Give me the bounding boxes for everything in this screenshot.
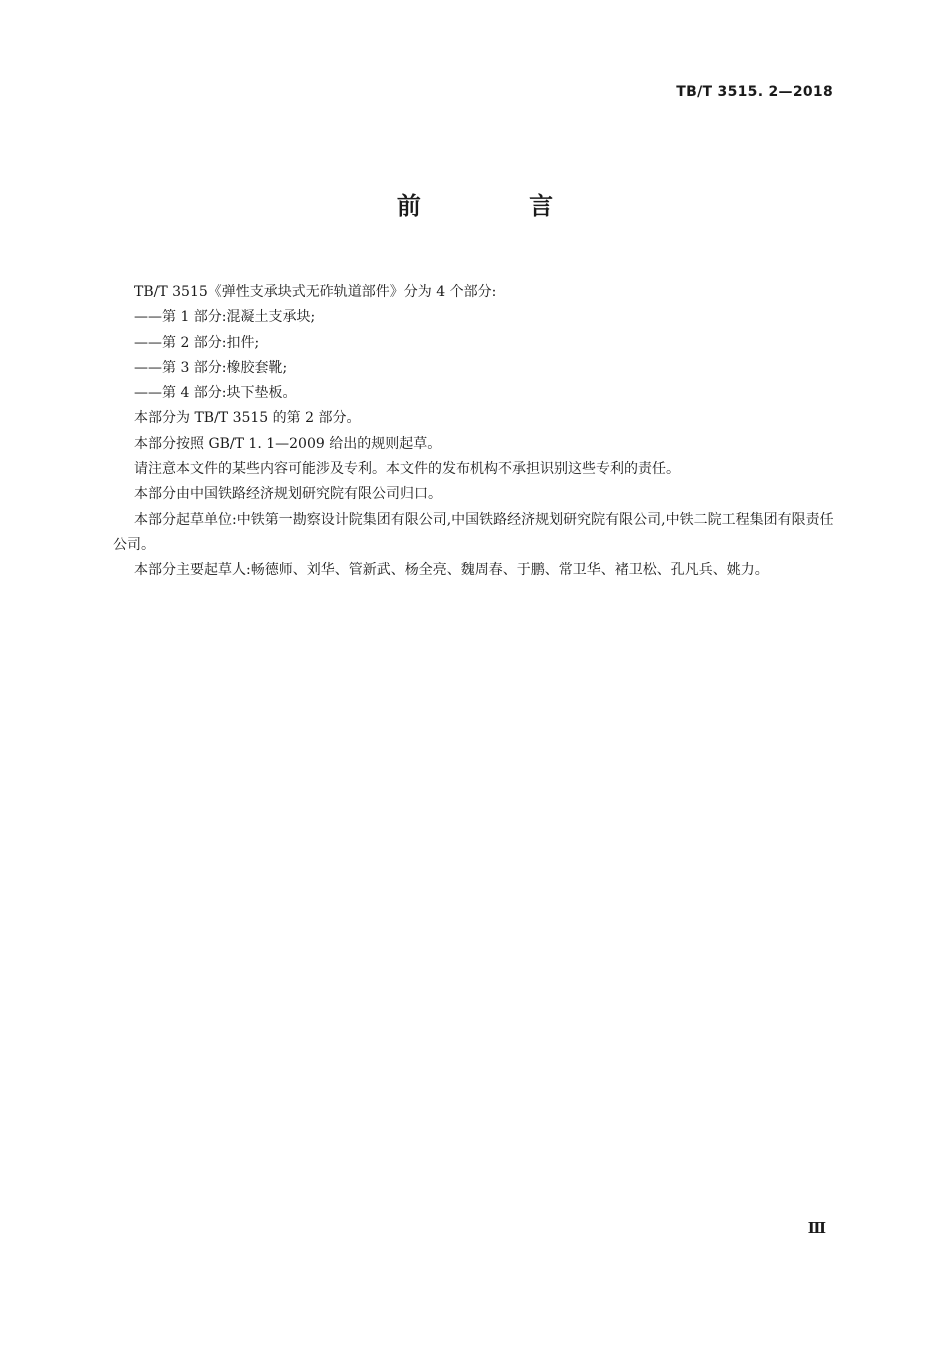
paragraph-drafting-rules: 本部分按照 GB/T 1. 1—2009 给出的规则起草。 xyxy=(134,435,442,452)
page-number: Ⅲ xyxy=(807,1219,826,1237)
paragraph-drafting-units: 本部分起草单位:中铁第一勘察设计院集团有限公司,中国铁路经济规划研究院有限公司,中铁二院工程集团有限责任公司。 xyxy=(113,511,834,553)
list-item-part-4: ——第 4 部分:块下垫板。 xyxy=(134,385,297,402)
foreword-body xyxy=(113,280,845,584)
page-title: 前 言 xyxy=(396,192,604,220)
paragraph-patent-notice: 请注意本文件的某些内容可能涉及专利。本文件的发布机构不承担识别这些专利的责任。 xyxy=(134,461,680,478)
list-item-part-1: ——第 1 部分:混凝土支承块; xyxy=(134,309,316,326)
paragraph-intro: TB/T 3515《弹性支承块式无砟轨道部件》分为 4 个部分: xyxy=(134,284,497,300)
paragraph-main-drafters: 本部分主要起草人:畅德师、刘华、管新武、杨全亮、魏周春、于鹏、常卫华、褚卫松、孔凡兵、姚力。 xyxy=(134,562,769,579)
list-item-part-3: ——第 3 部分:橡胶套靴; xyxy=(134,359,288,376)
paragraph-responsible-org: 本部分由中国铁路经济规划研究院有限公司归口。 xyxy=(134,486,442,503)
paragraph-part-statement: 本部分为 TB/T 3515 的第 2 部分。 xyxy=(134,410,361,427)
standard-number: TB/T 3515. 2—2018 xyxy=(676,84,833,100)
list-item-part-2: ——第 2 部分:扣件; xyxy=(134,334,260,351)
